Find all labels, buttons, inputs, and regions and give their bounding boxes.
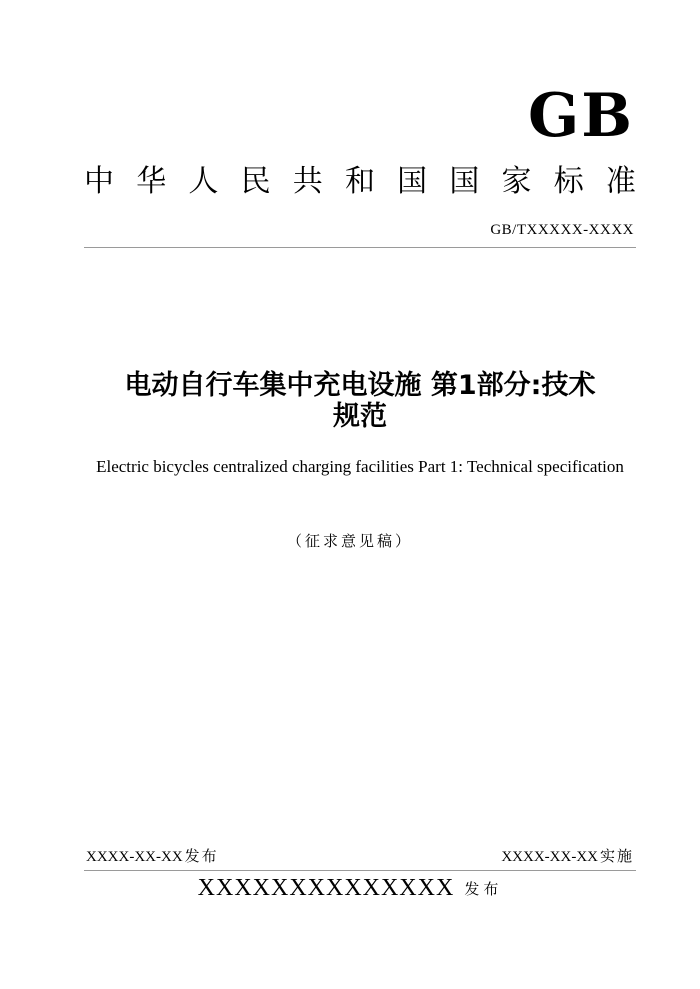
standard-name-char: 华 bbox=[136, 164, 167, 199]
standard-name-char: 和 bbox=[344, 164, 375, 199]
implementation-date bbox=[501, 845, 634, 866]
standard-name-char: 民 bbox=[240, 164, 271, 199]
title-line-1: 电动自行车集中充电设施 第1部分:技术 bbox=[124, 370, 596, 401]
implementation-date-suffix: 实施 bbox=[599, 847, 634, 865]
standard-name-char: 家 bbox=[501, 164, 532, 199]
standard-number: GB/TXXXXX-XXXX bbox=[490, 222, 634, 238]
issue-date-suffix: 发布 bbox=[184, 847, 219, 865]
draft-status-label: （征求意见稿） bbox=[286, 532, 413, 550]
standard-name-char: 准 bbox=[605, 164, 636, 199]
footer-divider bbox=[84, 870, 636, 871]
implementation-date-value: XXXX-XX-XX bbox=[501, 849, 598, 865]
gb-logo: GB bbox=[528, 81, 634, 151]
title-line-2: 规范 bbox=[333, 401, 387, 432]
standard-name-char: 国 bbox=[449, 164, 480, 199]
document-title-english: Electric bicycles centralized charging facilities Part 1: Technical specification bbox=[96, 457, 624, 476]
issuing-authority bbox=[0, 875, 700, 902]
standard-name-char: 国 bbox=[397, 164, 428, 199]
issue-date-value: XXXX-XX-XX bbox=[86, 849, 183, 865]
standard-name-char: 中 bbox=[84, 164, 114, 199]
document-title-chinese bbox=[70, 370, 650, 432]
header-divider bbox=[84, 247, 636, 248]
standard-name-char: 标 bbox=[553, 164, 584, 199]
standard-name-char: 人 bbox=[188, 164, 219, 199]
issuer-suffix: 发布 bbox=[464, 880, 503, 898]
issue-date bbox=[86, 845, 219, 866]
standard-category-name bbox=[84, 164, 636, 200]
standard-name-char: 共 bbox=[292, 164, 323, 199]
issuer-name: XXXXXXXXXXXXXX bbox=[197, 875, 455, 901]
